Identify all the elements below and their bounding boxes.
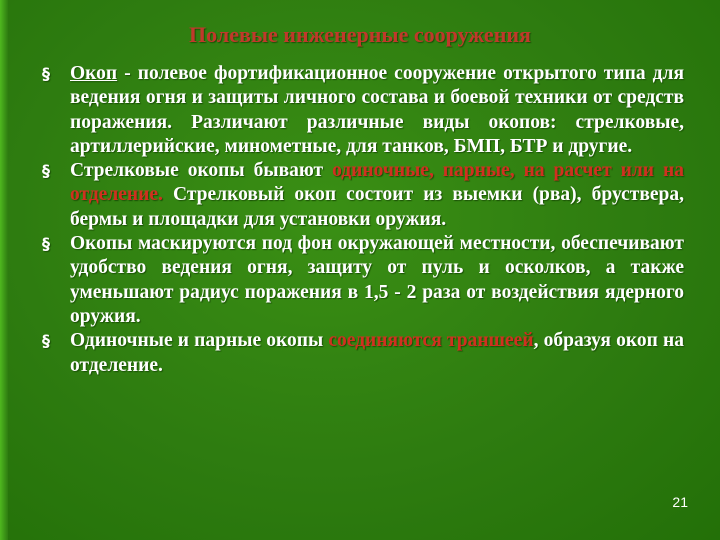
- bullet-text: Стрелковый окоп состоит из выемки (рва), бруствера, бермы и площадки для установки оружия.: [70, 184, 684, 230]
- section-bullet-icon: §: [42, 331, 50, 351]
- bullet-okop-definition: [42, 62, 684, 159]
- slide-title: Полевые инженерные сооружения: [189, 22, 531, 47]
- term-okop: Окоп: [70, 63, 118, 84]
- bullet-text: Стрелковые окопы бывают: [70, 160, 333, 182]
- bullet-rifle-trench-types: [42, 159, 684, 232]
- section-bullet-icon: §: [42, 234, 50, 254]
- bullet-text: Окопы маскируются под фон окружающей местности, обеспечивают удобство ведения огня, защиту от пуль и осколков, а также уменьшают радиус поражения в 1,5 - 2 раза от воздействия ядерного оружия.: [70, 233, 684, 327]
- bullet-text: - полевое фортификационное сооружение открытого типа для ведения огня и защиты личного состава и боевой техники от средств поражения. Различают различные виды окопов: стрелковые, артиллерийские, минометные, для танков, БМП, БТР и другие.: [70, 63, 684, 157]
- section-bullet-icon: §: [42, 161, 50, 181]
- bullet-text: Одиночные и парные окопы: [70, 330, 329, 352]
- page-number: 21: [672, 494, 688, 510]
- bullet-camouflage: [42, 232, 684, 329]
- bullet-connection: [42, 329, 684, 378]
- left-edge-bar: [0, 0, 8, 540]
- highlighted-text: соединяются траншеей: [328, 330, 534, 352]
- highlighted-text: одиночные, парные, на расчет или на отделение.: [70, 160, 684, 206]
- bullet-text: , образуя окоп на отделение.: [70, 330, 684, 376]
- bullet-list: [42, 62, 684, 378]
- section-bullet-icon: §: [42, 64, 50, 83]
